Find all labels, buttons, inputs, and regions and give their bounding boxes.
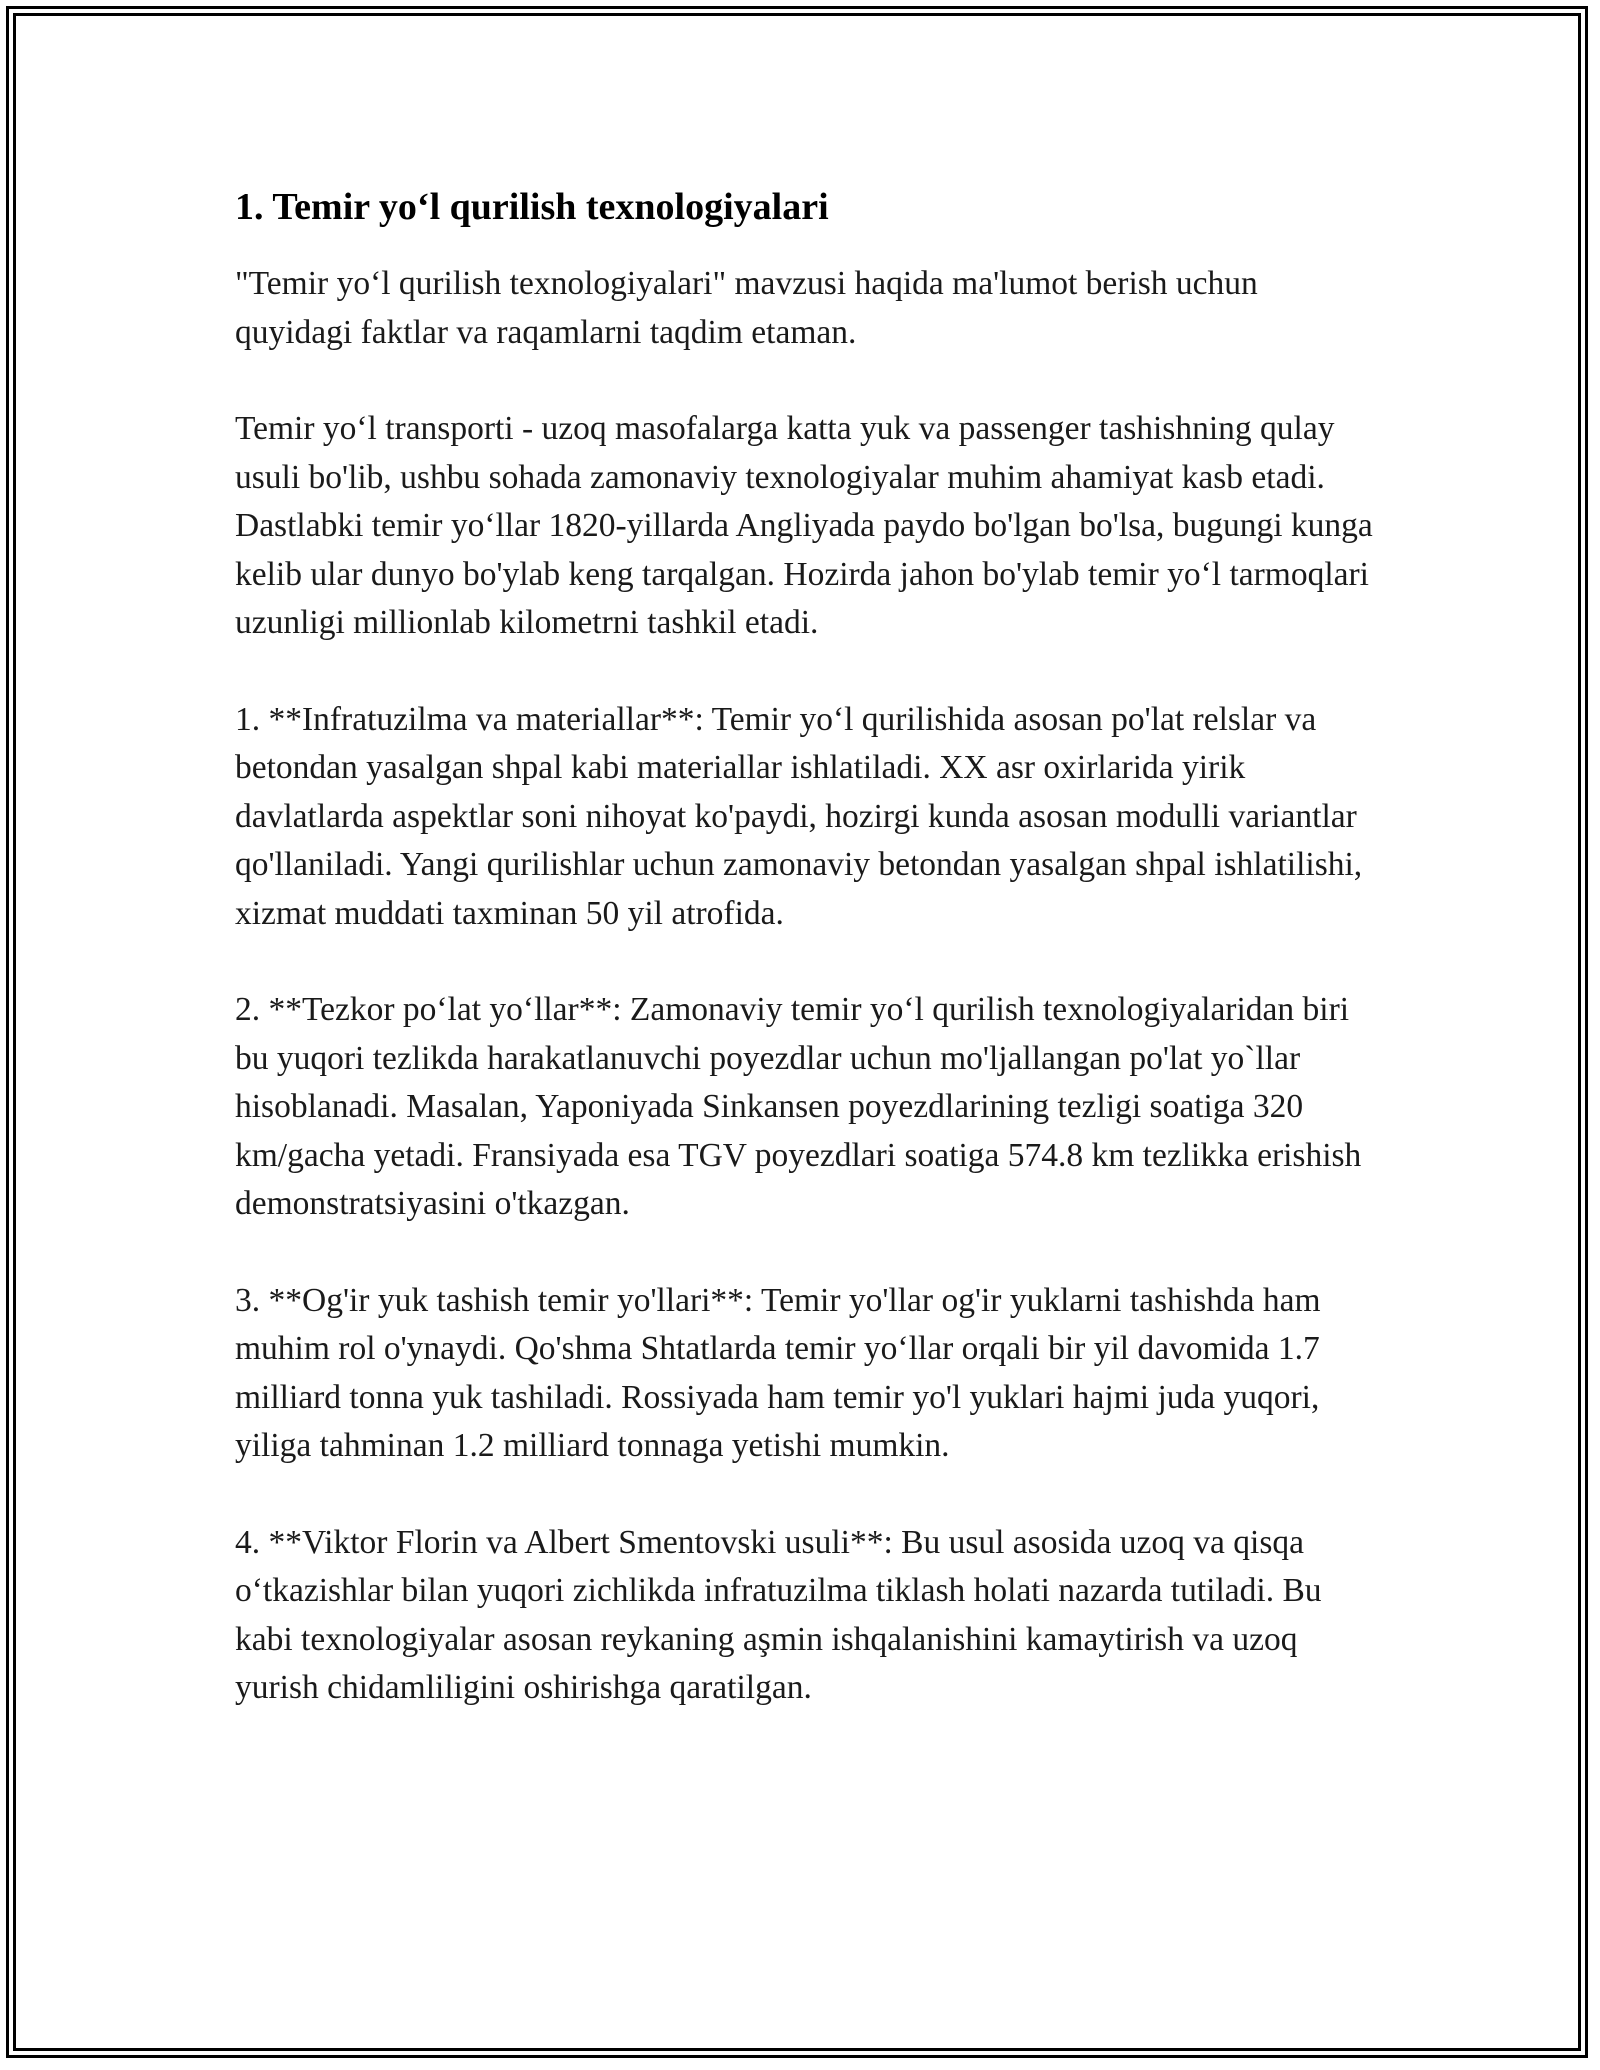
overview-paragraph: Temir yo‘l transporti - uzoq masofalarga katta yuk va passenger tashishning qulay usuli bo'lib, ushbu sohada zamonaviy texnologiyalar muhim ahamiyat kasb etadi. Dastlabki temir yo‘llar 1820-yillarda Angliyada paydo bo'lgan bo'lsa, bugungi kunga kelib ular dunyo bo'ylab keng tarqalgan. Hozirda jahon bo'ylab temir yo‘l tarmoqlari uzunligi millionlab kilometrni tashkil etadi.: [235, 410, 1373, 642]
document-body: [235, 183, 1375, 1761]
intro-paragraph: "Temir yo‘l qurilish texnologiyalari" mavzusi haqida ma'lumot berish uchun quyidagi faktlar va raqamlarni taqdim etaman.: [235, 265, 1258, 351]
section-3-paragraph: 3. **Og'ir yuk tashish temir yo'llari**: Temir yo'llar og'ir yuklarni tashishda ham muhim rol o'ynaydi. Qo'shma Shtatlarda temir yo‘llar orqali bir yil davomida 1.7 milliard tonna yuk tashiladi. Rossiyada ham temir yo'l yuklari hajmi juda yuqori, yiliga tahminan 1.2 milliard tonnaga yetishi mumkin.: [235, 1281, 1321, 1465]
page-title: 1. Temir yo‘l qurilish texnologiyalari: [235, 186, 829, 228]
section-1-paragraph: 1. **Infratuzilma va materiallar**: Temir yo‘l qurilishida asosan po'lat relslar va betondan yasalgan shpal kabi materiallar ishlatiladi. XX asr oxirlarida yirik davlatlarda aspektlar soni nihoyat ko'paydi, hozirgi kunda asosan modulli variantlar qo'llaniladi. Yangi qurilishlar uchun zamonaviy betondan yasalgan shpal ishlatilishi, xizmat muddati taxminan 50 yil atrofida.: [235, 700, 1363, 932]
section-2-paragraph: 2. **Tezkor po‘lat yo‘llar**: Zamonaviy temir yo‘l qurilish texnologiyalaridan biri bu yuqori tezlikda harakatlanuvchi poyezdlar uchun mo'ljallangan po'lat yo`llar hisoblanadi. Masalan, Yaponiyada Sinkansen poyezdlarining tezligi soatiga 320 km/gacha yetadi. Fransiyada esa TGV poyezdlari soatiga 574.8 km tezlikka erishish demonstratsiyasini o'tkazgan.: [235, 991, 1362, 1223]
section-4-paragraph: 4. **Viktor Florin va Albert Smentovski usuli**: Bu usul asosida uzoq va qisqa o‘tkazishlar bilan yuqori zichlikda infratuzilma tiklash holati nazarda tutiladi. Bu kabi texnologiyalar asosan reykaning aşmin ishqalanishini kamaytirish va uzoq yurish chidamliligini oshirishga qaratilgan.: [235, 1523, 1322, 1707]
